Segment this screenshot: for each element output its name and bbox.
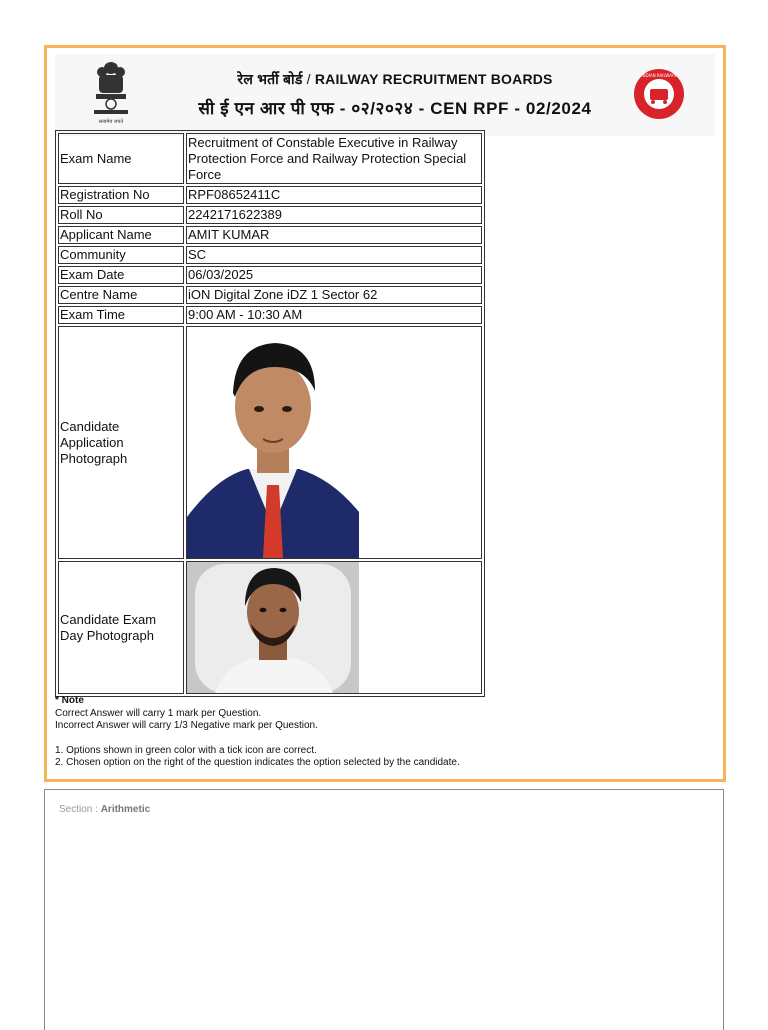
section-prefix: Section : [59,804,101,815]
note-correct-answer: Correct Answer will carry 1 mark per Question. [55,707,262,719]
board-title [55,70,715,89]
label-exam-name: Exam Name [58,133,184,184]
value-exam-time: 9:00 AM - 10:30 AM [186,306,482,324]
note-chosen-option: 2. Chosen option on the right of the question indicates the option selected by the candidate. [55,757,460,768]
notes-block [55,695,460,770]
value-applicant-name: AMIT KUMAR [186,226,482,244]
value-exam-date: 06/03/2025 [186,266,482,284]
note-green-options: 1. Options shown in green color with a tick icon are correct. [55,744,317,756]
board-title-hindi: रेल भर्ती बोर्ड [237,71,303,87]
note-spacer [55,733,460,745]
header [55,54,715,136]
note-incorrect-answer: Incorrect Answer will carry 1/3 Negative mark per Question. [55,720,318,731]
row-community [58,246,482,264]
section-label [59,804,150,815]
logo-text: INDIAN RAILWAYS [641,73,677,78]
candidate-exam-day-photo [187,562,359,693]
exam-day-photo-cell [186,561,482,694]
response-sheet-card [44,45,726,782]
label-exam-date: Exam Date [58,266,184,284]
row-exam-day-photo [58,561,482,694]
label-exam-time: Exam Time [58,306,184,324]
application-photo-cell [186,326,482,559]
notice-title [55,96,715,119]
label-roll-no: Roll No [58,206,184,224]
title-separator: / [302,71,315,87]
row-exam-name [58,133,482,184]
row-registration-no [58,186,482,204]
section-panel [44,789,724,1030]
candidate-details-table [55,130,485,697]
label-community: Community [58,246,184,264]
board-title-english: RAILWAY RECRUITMENT BOARDS [314,71,553,87]
note-title: * Note [55,695,84,706]
label-exam-day-photo: Candidate Exam Day Photograph [58,561,184,694]
row-roll-no [58,206,482,224]
notice-title-english: CEN RPF - 02/2024 [430,99,592,118]
section-name: Arithmetic [100,804,151,815]
value-exam-name: Recruitment of Constable Executive in Railway Protection Force and Railway Protection Special Force [186,133,482,184]
emblem-motto: सत्यमेव जयते [98,119,124,125]
value-community: SC [186,246,482,264]
row-centre-name [58,286,482,304]
notice-title-hindi: सी ई एन आर पी एफ - ०२/२०२४ [198,99,414,118]
notice-title-separator: - [413,99,431,118]
candidate-application-photo [187,327,359,558]
label-registration-no: Registration No [58,186,184,204]
row-exam-time [58,306,482,324]
value-roll-no: 2242171622389 [186,206,482,224]
label-centre-name: Centre Name [58,286,184,304]
label-applicant-name: Applicant Name [58,226,184,244]
row-applicant-name [58,226,482,244]
value-centre-name: iON Digital Zone iDZ 1 Sector 62 [186,286,482,304]
label-application-photo: Candidate Application Photograph [58,326,184,559]
value-registration-no: RPF08652411C [186,186,482,204]
indian-railways-logo-icon [633,68,685,120]
row-application-photo [58,326,482,559]
row-exam-date [58,266,482,284]
